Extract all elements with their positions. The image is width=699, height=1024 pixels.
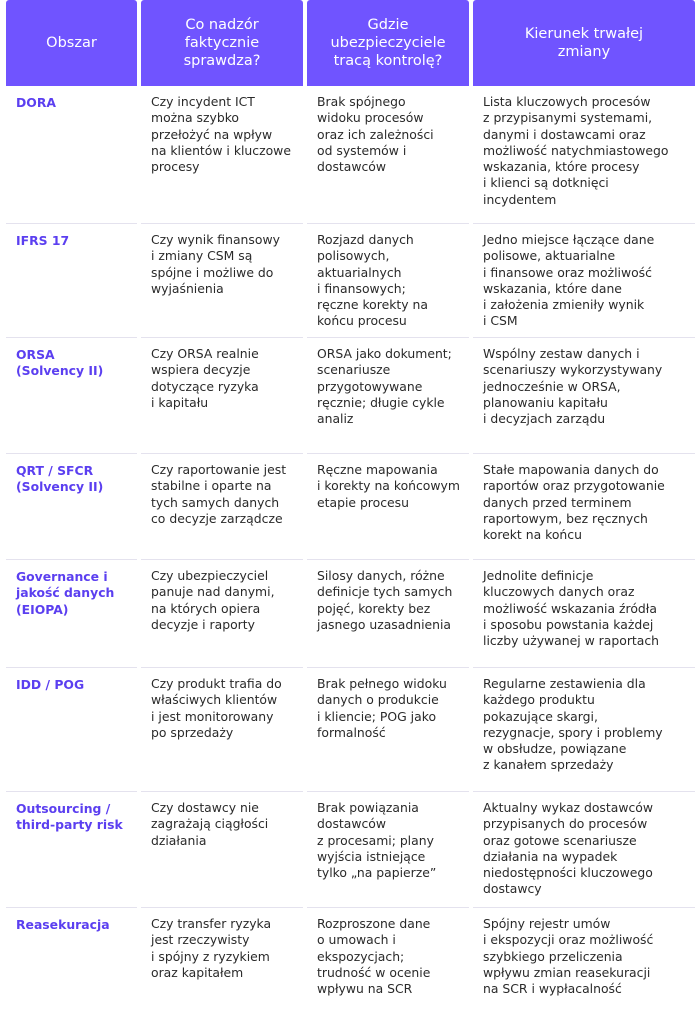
table-row (6, 668, 695, 792)
direction-cell: Jednolite definicje kluczowych danych oraz możliwość wskazania źródła i sposobu powstania każdej liczby używanej w raportach (473, 560, 695, 668)
check-cell: Czy transfer ryzyka jest rzeczywisty i spójny z ryzykiem oraz kapitałem (151, 916, 272, 980)
loss-cell: Ręczne mapowania i korekty na końcowym etapie procesu (307, 454, 469, 560)
table-row (6, 454, 695, 560)
loss-cell: Silosy danych, różne definicje tych samych pojęć, korekty bez jasnego uzasadnienia (307, 560, 469, 668)
area-cell: IFRS 17 (6, 224, 137, 338)
table-row (6, 86, 695, 224)
area-cell: ORSA (Solvency II) (6, 338, 137, 454)
direction-cell: Jedno miejsce łączące dane polisowe, aktuarialne i finansowe oraz możliwość wskazania, które dane i założenia zmieniły wynik i CSM (473, 224, 695, 338)
area-cell: QRT / SFCR (Solvency II) (6, 454, 137, 560)
area-cell: DORA (6, 86, 137, 224)
header-supervision-check: Co nadzór faktycznie sprawdza? (141, 0, 303, 86)
loss-cell: Rozjazd danych polisowych, aktuarialnych i finansowych; ręczne korekty na końcu procesu (307, 224, 469, 338)
header-area: Obszar (6, 0, 137, 86)
check-cell: Czy dostawcy nie zagrażają ciągłości działania (141, 792, 303, 908)
loss-cell: Rozproszone dane o umowach i ekspozycjach; trudność w ocenie wpływu na SCR (317, 916, 431, 997)
check-cell: Czy wynik finansowy i zmiany CSM są spójne i możliwe do wyjaśnienia (141, 224, 303, 338)
table-row (6, 560, 695, 668)
loss-cell: ORSA jako dokument; scenariusze przygotowywane ręcznie; długie cykle analiz (307, 338, 469, 454)
direction-cell: Spójny rejestr umów i ekspozycji oraz możliwość szybkiego przeliczenia wpływu zmian reasekuracji na SCR i wypłacalność (483, 916, 654, 997)
area-cell: IDD / POG (6, 668, 137, 792)
table-row (6, 792, 695, 908)
table-row (6, 338, 695, 454)
table-row (6, 908, 695, 1023)
regulatory-table (2, 0, 699, 1023)
table-header (6, 0, 695, 86)
area-cell: Governance i jakość danych (EIOPA) (6, 560, 137, 668)
check-cell: Czy raportowanie jest stabilne i oparte na tych samych danych co decyzje zarządcze (141, 454, 303, 560)
check-cell: Czy ORSA realnie wspiera decyzje dotyczące ryzyka i kapitału (141, 338, 303, 454)
table-body (6, 86, 695, 1023)
direction-cell: Regularne zestawienia dla każdego produktu pokazujące skargi, rezygnacje, spory i problemy w obsłudze, powiązane z kanałem sprzedaży (473, 668, 695, 792)
header-change-direction: Kierunek trwałej zmiany (473, 0, 695, 86)
check-cell: Czy produkt trafia do właściwych klientów i jest monitorowany po sprzedaży (141, 668, 303, 792)
direction-cell: Stałe mapowania danych do raportów oraz przygotowanie danych przed terminem raportowym, bez ręcznych korekt na końcu (473, 454, 695, 560)
direction-cell: Wspólny zestaw danych i scenariuszy wykorzystywany jednocześnie w ORSA, planowaniu kapitału i decyzjach zarządu (473, 338, 695, 454)
table-row (6, 224, 695, 338)
area-cell: Reasekuracja (16, 917, 110, 932)
header-control-loss: Gdzie ubezpieczyciele tracą kontrolę? (307, 0, 469, 86)
loss-cell: Brak spójnego widoku procesów oraz ich zależności od systemów i dostawców (307, 86, 469, 224)
direction-cell: Lista kluczowych procesów z przypisanymi systemami, danymi i dostawcami oraz możliwość natychmiastowego wskazania, które procesy i klienci są dotknięci incydentem (473, 86, 695, 224)
check-cell: Czy ubezpieczyciel panuje nad danymi, na których opiera decyzje i raporty (141, 560, 303, 668)
loss-cell: Brak pełnego widoku danych o produkcie i kliencie; POG jako formalność (307, 668, 469, 792)
check-cell: Czy incydent ICT można szybko przełożyć na wpływ na klientów i kluczowe procesy (141, 86, 303, 224)
direction-cell: Aktualny wykaz dostawców przypisanych do procesów oraz gotowe scenariusze działania na wypadek niedostępności kluczowego dostawcy (473, 792, 695, 908)
loss-cell: Brak powiązania dostawców z procesami; plany wyjścia istniejące tylko „na papierze” (307, 792, 469, 908)
area-cell: Outsourcing / third-party risk (6, 792, 137, 908)
